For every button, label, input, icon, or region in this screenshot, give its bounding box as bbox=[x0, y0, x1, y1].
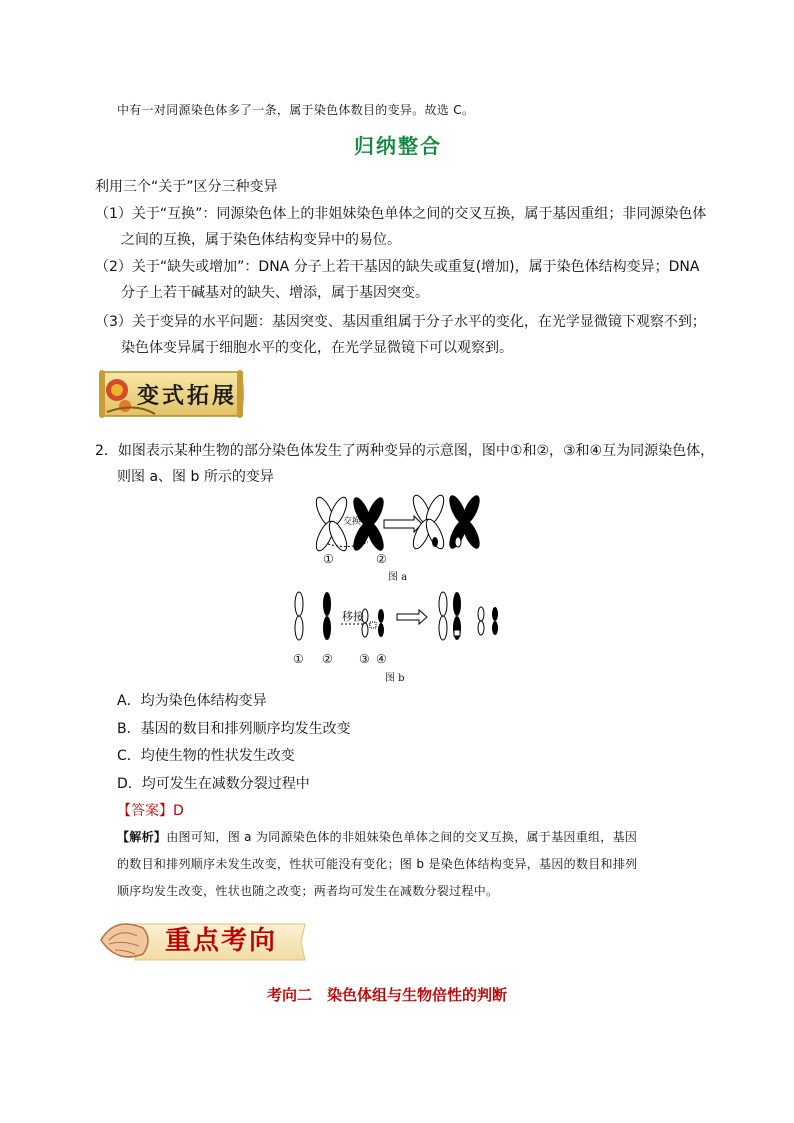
figure-b-label-2: ② bbox=[322, 652, 333, 666]
point-1-line-2: 之间的互换，属于染色体结构变异中的易位。 bbox=[121, 232, 401, 248]
analysis-line-3: 顺序均发生改变，性状也随之改变；两者均可发生在减数分裂过程中。 bbox=[117, 884, 499, 898]
point-3-line-2: 染色体变异属于细胞水平的变化，在光学显微镜下可以观察到。 bbox=[121, 340, 513, 356]
point-2-line-1: （2）关于“缺失或增加”：DNA 分子上若干基因的缺失或重复(增加)，属于染色体结构变异；DNA bbox=[95, 259, 700, 275]
banner-variant-expansion-text: 变式拓展 bbox=[137, 383, 238, 409]
figure-b bbox=[285, 590, 515, 685]
figure-a-label-2: ② bbox=[376, 552, 387, 566]
option-c: C．均使生物的性状发生改变 bbox=[117, 748, 295, 764]
figure-b-caption: 图 b bbox=[385, 673, 405, 684]
option-a: A．均为染色体结构变异 bbox=[117, 693, 267, 709]
question-line-2: 则图 a、图 b 所示的变异 bbox=[117, 469, 274, 485]
figure-b-diagram bbox=[285, 590, 515, 650]
option-d: D．均可发生在减数分裂过程中 bbox=[117, 776, 310, 792]
section-title: 归纳整合 bbox=[354, 134, 442, 158]
exchange-label: 交换 bbox=[343, 517, 362, 527]
figure-a-caption: 图 a bbox=[388, 572, 408, 583]
point-1-line-1: （1）关于“互换”：同源染色体上的非姐妹染色单体之间的交叉互换，属于基因重组；非同源染色体 bbox=[95, 206, 707, 222]
carryover-text: 中有一对同源染色体多了一条，属于染色体数目的变异。故选 C。 bbox=[117, 103, 475, 117]
option-b: B．基因的数目和排列顺序均发生改变 bbox=[117, 721, 351, 737]
analysis-line-1-text: 由图可知，图 a 为同源染色体的非姐妹染色单体之间的交叉互换，属于基因重组，基因 bbox=[166, 830, 638, 844]
answer-label: 【答案】 bbox=[117, 803, 173, 819]
figure-a-label-1: ① bbox=[323, 552, 334, 566]
answer-value: D bbox=[173, 803, 184, 819]
point-3-line-1: （3）关于变异的水平问题：基因突变、基因重组属于分子水平的变化，在光学显微镜下观察不到； bbox=[95, 314, 706, 330]
graft-label: 移接 bbox=[342, 610, 364, 623]
point-2-line-2: 分子上若干碱基对的缺失、增添，属于基因突变。 bbox=[121, 285, 429, 301]
analysis-line-2: 的数目和排列顺序未发生改变，性状可能没有变化；图 b 是染色体结构变异，基因的数目和排列 bbox=[117, 857, 638, 871]
subsection-title: 考向二 染色体组与生物倍性的判断 bbox=[267, 986, 508, 1004]
figure-b-label-4: ④ bbox=[376, 652, 387, 666]
intro-text: 利用三个“关于”区分三种变异 bbox=[95, 179, 278, 195]
figure-b-label-3: ③ bbox=[359, 652, 370, 666]
banner-key-direction-text: 重点考向 bbox=[165, 926, 278, 956]
question-line-1: 2．如图表示某种生物的部分染色体发生了两种变异的示意图，图中①和②，③和④互为同源染色体， bbox=[95, 443, 715, 459]
analysis-label: 【解析】 bbox=[117, 830, 167, 844]
figure-b-label-1: ① bbox=[293, 652, 304, 666]
banner-variant-expansion bbox=[95, 362, 247, 426]
figure-a bbox=[310, 488, 490, 583]
banner-key-direction bbox=[95, 910, 310, 970]
answer bbox=[117, 800, 184, 820]
analysis-line-1 bbox=[117, 828, 637, 845]
